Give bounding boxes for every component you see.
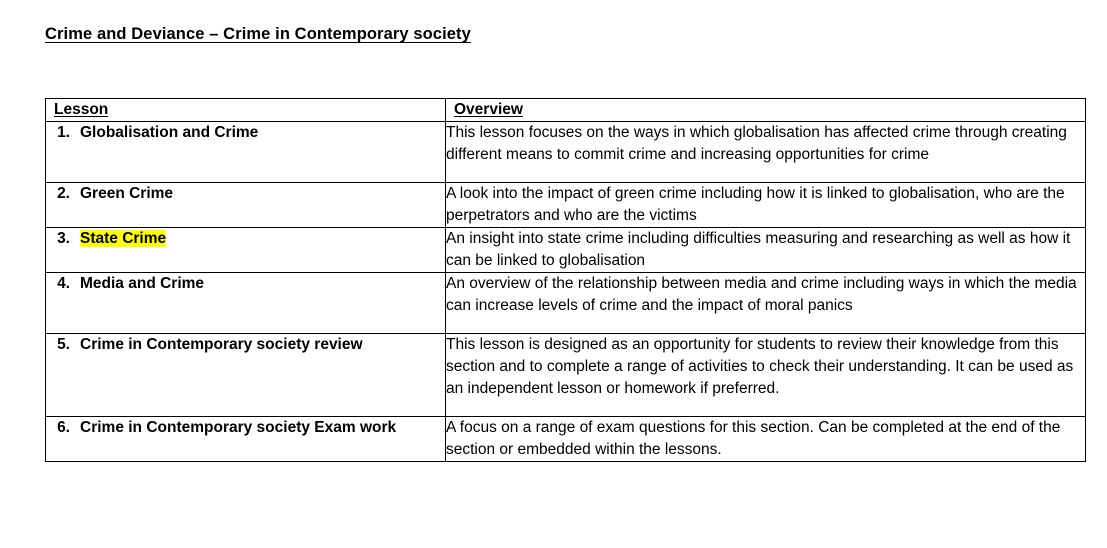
lesson-number: 4. [57, 275, 70, 292]
table-row [46, 273, 1086, 334]
overview-cell [446, 228, 1086, 273]
overview-cell [446, 334, 1086, 417]
lesson-title-text: State Crime [80, 230, 167, 247]
lesson-cell [46, 417, 446, 462]
table-body [46, 122, 1086, 462]
lesson-number: 1. [57, 124, 70, 141]
overview-cell [446, 417, 1086, 462]
lesson-number: 3. [57, 230, 70, 247]
lesson-cell [46, 273, 446, 334]
table-row [46, 122, 1086, 183]
overview-text: This lesson is designed as an opportunity for students to review their knowledge from this section and to complete a range of activities to check their understanding. It can be used as an independent lesson or homework if preferred. [446, 336, 1074, 397]
overview-cell [446, 273, 1086, 334]
lesson-title-text: Crime in Contemporary society review [80, 336, 363, 353]
lesson-cell [46, 228, 446, 273]
overview-cell [446, 183, 1086, 228]
column-header-overview [446, 99, 1086, 122]
lesson-title [80, 183, 445, 205]
page-title: Crime and Deviance – Crime in Contemporary society [45, 25, 471, 43]
lesson-item [46, 228, 445, 250]
column-header-overview-label: Overview [454, 101, 523, 118]
lesson-title [80, 228, 445, 250]
lesson-title [80, 273, 445, 295]
lesson-title-text: Green Crime [80, 185, 174, 202]
lesson-cell [46, 334, 446, 417]
lesson-title [80, 334, 445, 356]
lesson-number: 5. [57, 336, 70, 353]
table-row [46, 334, 1086, 417]
overview-text: A look into the impact of green crime including how it is linked to globalisation, who are the perpetrators and who are the victims [446, 185, 1065, 224]
column-header-lesson [46, 99, 446, 122]
table-row [46, 183, 1086, 228]
overview-text: A focus on a range of exam questions for this section. Can be completed at the end of the section or embedded within the lessons. [446, 419, 1061, 458]
lesson-cell [46, 183, 446, 228]
overview-text: An overview of the relationship between media and crime including ways in which the media can increase levels of crime and the impact of moral panics [446, 275, 1077, 314]
lesson-title-text: Crime in Contemporary society Exam work [80, 419, 397, 436]
lesson-title [80, 417, 445, 439]
lesson-item [46, 183, 445, 205]
table-row [46, 417, 1086, 462]
lesson-title-text: Media and Crime [80, 275, 205, 292]
lesson-item [46, 273, 445, 295]
table-row [46, 228, 1086, 273]
lesson-item [46, 122, 445, 144]
lesson-title [80, 122, 445, 144]
lesson-overview-table [45, 98, 1086, 462]
column-header-lesson-label: Lesson [54, 101, 109, 118]
lesson-cell [46, 122, 446, 183]
overview-cell [446, 122, 1086, 183]
overview-text: An insight into state crime including difficulties measuring and researching as well as how it can be linked to globalisation [446, 230, 1071, 269]
lesson-item [46, 417, 445, 439]
lesson-item [46, 334, 445, 356]
overview-text: This lesson focuses on the ways in which globalisation has affected crime through creating different means to commit crime and increasing opportunities for crime [446, 124, 1067, 163]
lesson-title-text: Globalisation and Crime [80, 124, 259, 141]
lesson-number: 6. [57, 419, 70, 436]
table-header-row [46, 99, 1086, 122]
lesson-number: 2. [57, 185, 70, 202]
